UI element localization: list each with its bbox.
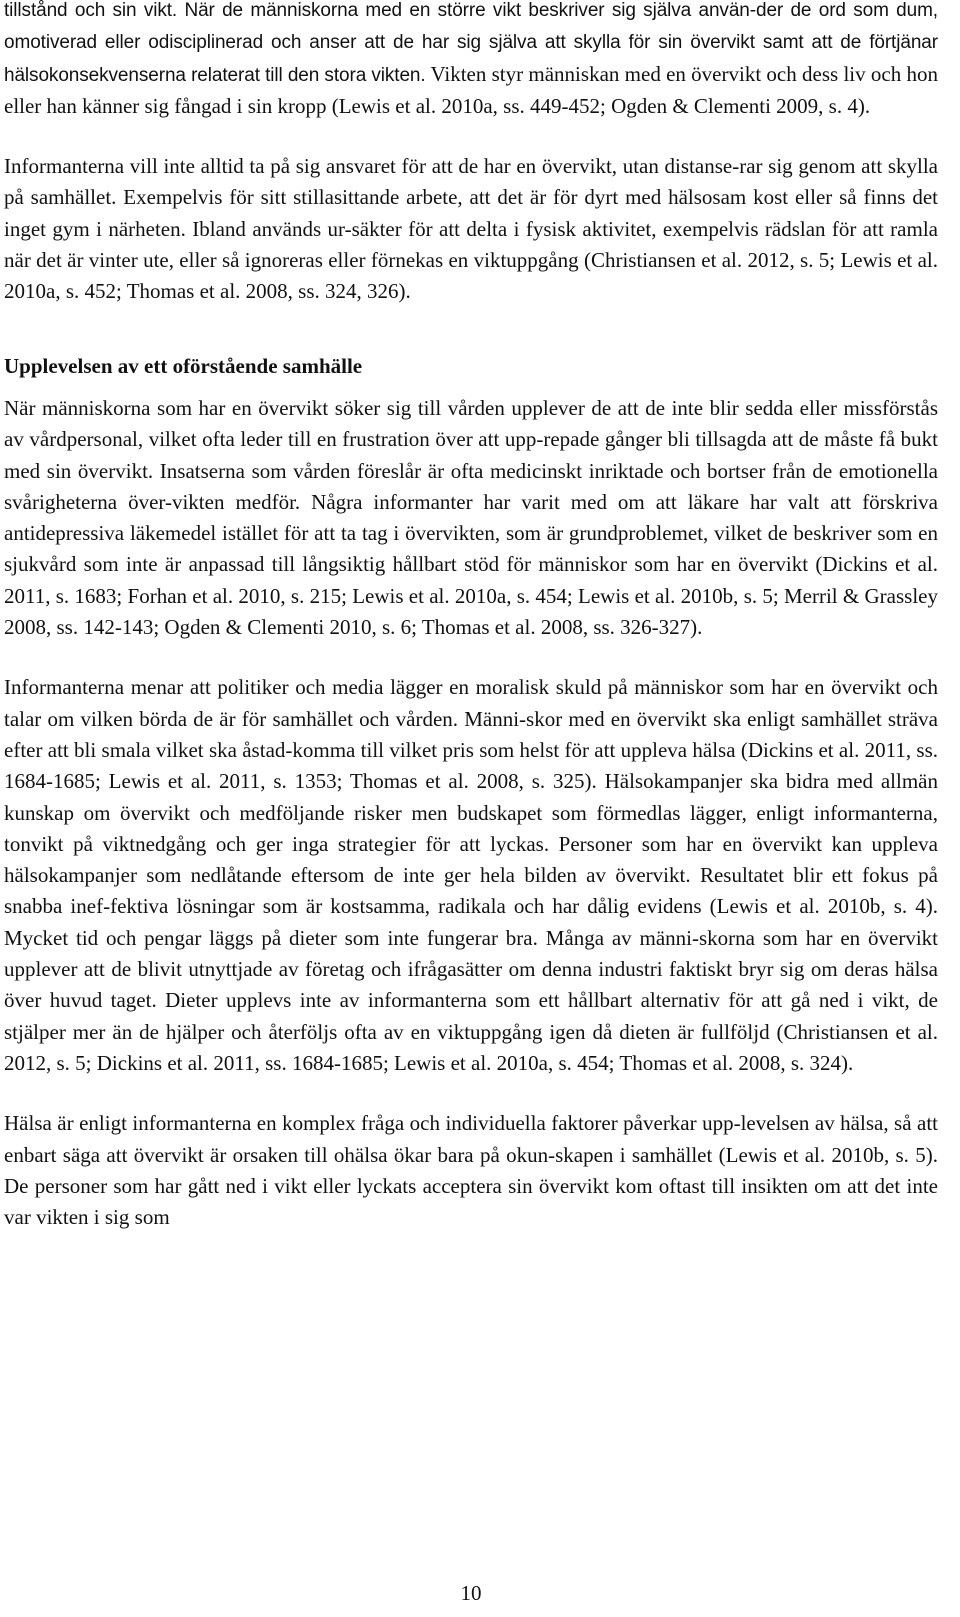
paragraph-1-serif-text: Vikten styr människan med en övervikt och dess liv och hon eller han känner sig fångad i sin kropp (Lewis et al. 2010a, ss. 449-452; Ogden & Clementi 2009, s. 4). (4, 61, 938, 118)
section-heading: Upplevelsen av ett oförstående samhälle (4, 353, 363, 378)
paragraph-2: Informanterna vill inte alltid ta på sig ansvaret för att de har en övervikt, utan distanse-rar sig genom att skylla på samhället. Exempelvis för sitt stillasittande arbete, att det är för dyrt med hälsosam kost eller så finns det inget gym i närheten. Ibland används ur-säkter för att delta i fysisk aktivitet, exempelvis rädslan för att ramla när det är vinter ute, eller så ignoreras eller förnekas en viktuppgång (Christiansen et al. 2012, s. 5; Lewis et al. 2010a, s. 452; Thomas et al. 2008, ss. 324, 326). (4, 154, 938, 304)
paragraph-1 (4, 0, 938, 122)
section-paragraph-2: Informanterna menar att politiker och media lägger en moralisk skuld på människor som har en övervikt och talar om vilken börda de är för samhället och vården. Männi-skor med en övervikt ska enligt samhället sträva efter att bli smala vilket ska åstad-komma till vilket pris som helst för att uppleva hälsa (Dickins et al. 2011, ss. 1684-1685; Lewis et al. 2011, s. 1353; Thomas et al. 2008, s. 325). Hälsokampanjer ska bidra med allmän kunskap om övervikt och medföljande risker men budskapet som förmedlas lägger, enligt informanterna, tonvikt på viktnedgång och ger inga strategier för att lyckas. Personer som har en övervikt kan uppleva hälsokampanjer som nedlåtande eftersom de inte ger hela bilden av övervikt. Resultatet blir ett fokus på snabba inef-fektiva lösningar som är kostsamma, radikala och har dålig evidens (Lewis et al. 2010b, s. 4). Mycket tid och pengar läggs på dieter som inte fungerar bra. Många av männi-skorna som har en övervikt upplever att de blivit utnyttjade av företag och ifrågasätter om denna industri faktiskt bryr sig om deras hälsa över huvud taget. Dieter upplevs inte av informanterna som ett hållbart alternativ för att gå ned i vikt, de stjälper mer än de hjälper och återföljs ofta av en viktuppgång igen då dieten är fullföljd (Christiansen et al. 2012, s. 5; Dickins et al. 2011, ss. 1684-1685; Lewis et al. 2010a, s. 454; Thomas et al. 2008, s. 324). (4, 675, 938, 1075)
section-paragraph-3: Hälsa är enligt informanterna en komplex fråga och individuella faktorer påverkar upp-levelsen av hälsa, så att enbart säga att övervikt är orsaken till ohälsa ökar bara på okun-skapen i samhället (Lewis et al. 2010b, s. 5). De personer som har gått ned i vikt eller lyckats acceptera sin övervikt kom oftast till insikten om att det inte var vikten i sig som (4, 1111, 938, 1230)
paragraph-1-sans-text: tillstånd och sin vikt. När de människorna med en större vikt beskriver sig själva använ-der de ord som dum, omotiverad eller odisciplinerad och anser att de har sig själva att skylla för sin övervikt samt att de förtjänar hälsokonsekvenserna relaterat till den stora vikten. (4, 0, 938, 86)
document-page (4, 0, 938, 1233)
page-number: 10 (460, 1581, 482, 1605)
section-paragraph-1: När människorna som har en övervikt söker sig till vården upplever de att de inte blir sedda eller missförstås av vårdpersonal, vilket ofta leder till en frustration över att upp-repade gånger bli tillsagda att de måste få bukt med sin övervikt. Insatserna som vården föreslår är ofta medicinskt inriktade och bortser från de emotionella svårigheterna över-vikten medför. Några informanter har varit med om att läkare har valt att förskriva antidepressiva läkemedel istället för att ta tag i övervikten, som är grundproblemet, vilket de beskriver som en sjukvård som inte är anpassad till långsiktig hållbart stöd för människor som har en övervikt (Dickins et al. 2011, s. 1683; Forhan et al. 2010, s. 215; Lewis et al. 2010a, s. 454; Lewis et al. 2010b, s. 5; Merril & Grassley 2008, ss. 142-143; Ogden & Clementi 2010, s. 6; Thomas et al. 2008, ss. 326-327). (4, 395, 938, 640)
